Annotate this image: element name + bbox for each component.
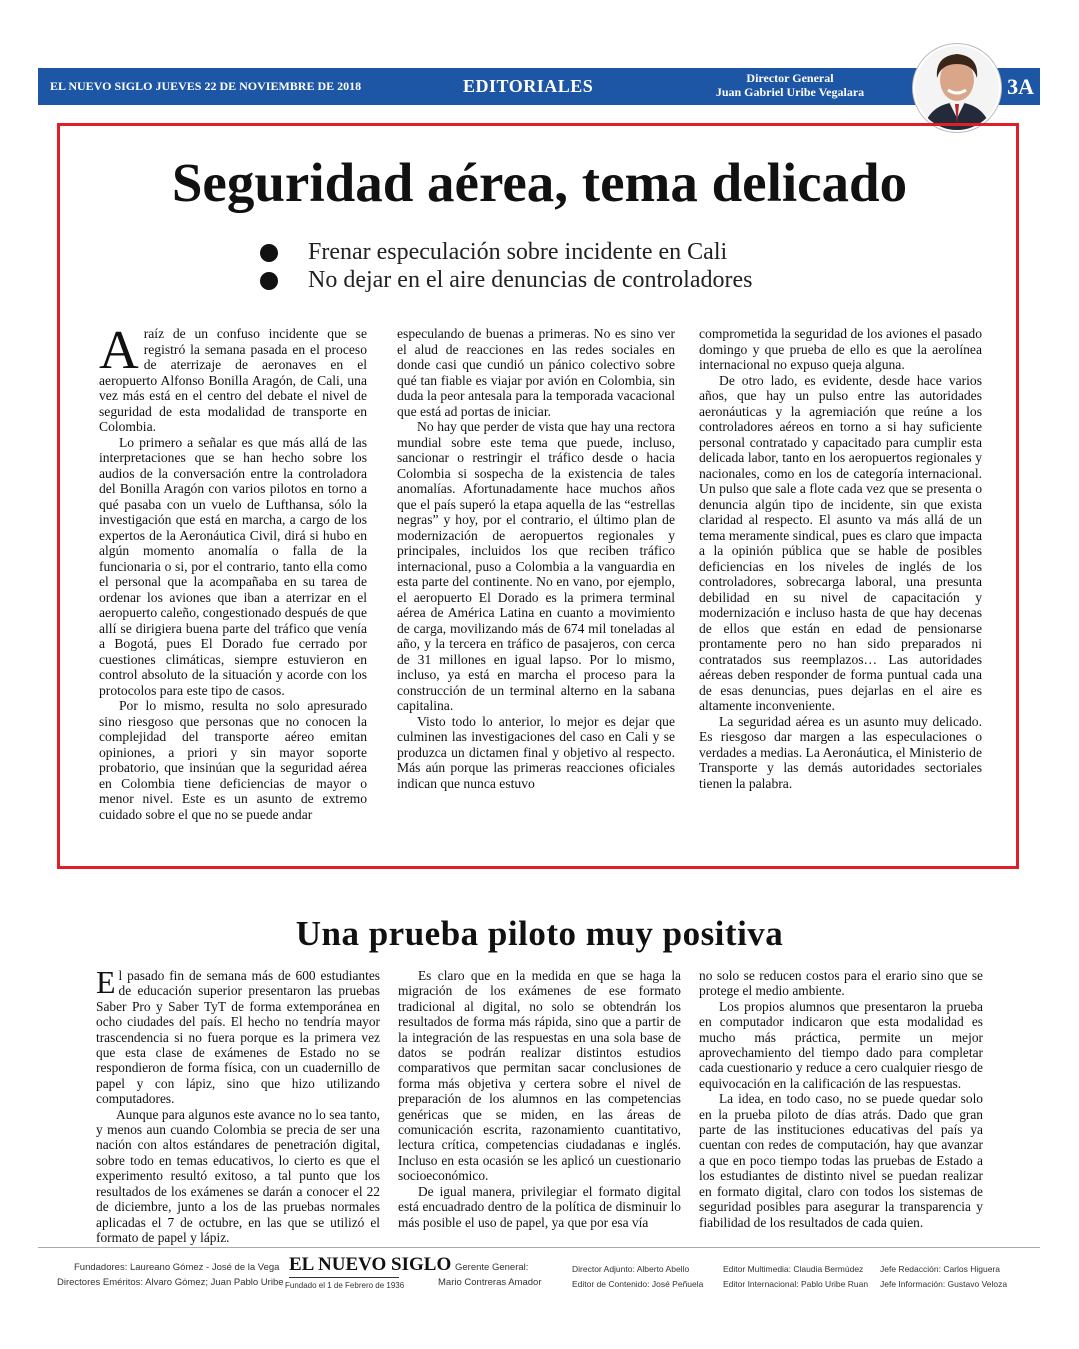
editorial-bullets <box>258 238 752 294</box>
manager-label: Gerente General: <box>455 1262 529 1273</box>
bullet-dot-icon <box>260 244 278 262</box>
editorial2-column-2 <box>398 968 681 1230</box>
paragraph: La seguridad aérea es un asunto muy delicado. Es riesgoso dar margen a las especulaciones o verdades a medias. La Aeronáutica, el Ministerio de Transporte y las demás autoridades sectoriales tienen la palabra. <box>699 713 982 791</box>
paragraph: especulando de buenas a primeras. No es sino ver el alud de reacciones en las redes sociales en donde casi que cundió un pánico colectivo sobre qué tan fiable es viajar por avión en Colombia, sin duda la peor antesala para la temporada vacacional que está ad portas de iniciar. <box>397 326 675 419</box>
paragraph: Por lo mismo, resulta no solo apresurado sino riesgoso que personas que no conocen la complejidad del transporte aéreo emitan opiniones, a priori y sin mayor soporte probatorio, que insinúan que la seguridad aérea en Colombia tiene deficiencias de mayor o menor nivel. Este es un asunto de extremo cuidado sobre el que no se puede andar <box>99 698 367 822</box>
paragraph: De igual manera, privilegiar el formato digital está encuadrado dentro de la política de disminuir lo más posible el uso de papel, ya que por esa vía <box>398 1183 681 1230</box>
bullet-item <box>258 266 752 294</box>
editorial-headline: Seguridad aérea, tema delicado <box>171 152 908 213</box>
page-number: 3A <box>1007 74 1034 99</box>
manager-name: Mario Contreras Amador <box>438 1277 542 1288</box>
editorial2-column-3 <box>699 968 983 1230</box>
paragraph: La idea, en todo caso, no se puede quedar solo en la prueba piloto de días atrás. Dado que gran parte de las instituciones educativas del país ya cuentan con redes de computación, hay que avanzar a que en poco tiempo todas las pruebas de Estado a los estudiantes de distinto nivel se puedan realizar en formato digital, claro con todos los sistemas de seguridad posibles para asegurar la transparencia y fiabilidad de los resultados de cada quien. <box>699 1091 983 1230</box>
paragraph: Visto todo lo anterior, lo mejor es dejar que culminen las investigaciones del caso en Cali y se produzca un dictamen final y objetivo al respecto. Más aún porque las primeras reacciones oficiales indican que nunca estuvo <box>397 713 675 791</box>
emeritus-credit: Directores Eméritos: Alvaro Gómez; Juan Pablo Uribe <box>57 1277 284 1288</box>
paragraph: No hay que perder de vista que hay una rectora mundial sobre este tema que puede, incluso, sancionar o restringir el tráfico desde o hacia Colombia si sospecha de la existencia de tales anomalías. Afortunadamente hace muchos años que el país superó la etapa aquella de las “estrellas negras” y hoy, por el contrario, el último plan de modernización de aeropuertos regionales y principales, incluidos los que reciben tráfico internacional, puso a Colombia a la vanguardia en esta parte del continente. No en vano, por ejemplo, el aeropuerto El Dorado es la primera terminal aérea de América Latina en cuanto a movimiento de carga, movilizando más de 674 mil toneladas al año, y la tercera en tráfico de pasajeros, con cerca de 31 millones en igual lapso. Por lo mismo, incluso, ya está en marcha el proceso para la construcción de un terminal alterno en la sabana capitalina. <box>397 419 675 713</box>
director-title: Director General <box>746 71 834 85</box>
bullet-dot-icon <box>260 272 278 290</box>
date-line: EL NUEVO SIGLO JUEVES 22 DE NOVIEMBRE DE 2018 <box>50 79 362 93</box>
editorial1-column-2 <box>397 326 675 791</box>
bullet-text: No dejar en el aire denuncias de controladores <box>308 267 753 293</box>
paragraph: De otro lado, es evidente, desde hace varios años, que hay un pulso entre las autoridades aeronáuticas y la agremiación que reúne a los controladores aéreos en torno a si hay suficiente personal contratado y capacitado para cumplir esta delicada labor, tanto en los aeropuertos regionales y nacionales, como en los de categoría internacional. Un pulso que sale a flote cada vez que se presenta o denuncia algún tipo de incidente, sin que exista claridad al respecto. El asunto va más allá de un tema meramente sindical, pues es claro que impacta a la opinión pública que se hable de posibles deficiencias en los niveles de inglés de los controladores, sobrecarga laboral, una presunta debilidad en su nivel de capacitación y modernización e incluso hasta de que hay decenas de ellos que están en edad de pensionarse prontamente pero no han sido preparados ni contratados sus reemplazos… Las autoridades aéreas deben responder de forma puntual cada una de esas denuncias, pues dejarlas en el aire es altamente inconveniente. <box>699 372 982 713</box>
paragraph: no solo se reducen costos para el erario sino que se protege el medio ambiente. <box>699 968 983 999</box>
director-name: Juan Gabriel Uribe Vegalara <box>715 85 865 99</box>
multimedia-editor: Editor Multimedia: Claudia Bermúdez <box>723 1264 864 1274</box>
bullet-item <box>258 238 752 266</box>
editorial1-column-1 <box>99 319 367 822</box>
paragraph: Los propios alumnos que presentaron la prueba en computador indicaron que esta modalidad es mucho más práctica, permite un mejor aprovechamiento del tiempo dado para completar cada cuestionario y reduce a cero cualquier riesgo de equivocación en la calificación de las respuestas. <box>699 998 983 1091</box>
paragraph: Es claro que en la medida en que se haga la migración de los exámenes de ese formato tradicional al digital, no solo se obtendrán los resultados de forma más rápida, sino que a partir de la integración de las respuestas en una sola base de datos se podrán realizar distintos estudios comparativos que permitan sacar conclusiones de forma más objetiva y certera sobre el nivel de preparación de los alumnos en las competencias genéricas que se miden, en las áreas de comunicación escrita, razonamiento cuantitativo, lectura crítica, competencias ciudadanas e inglés. Incluso en esta ocasión se les aplicó un cuestionario socioeconómico. <box>398 968 681 1184</box>
portrait-image <box>915 46 999 130</box>
paragraph: comprometida la seguridad de los aviones el pasado domingo y que prueba de ello es que la aerolínea internacional no expuso queja alguna. <box>699 326 982 372</box>
information-chief: Jefe Información: Gustavo Veloza <box>880 1279 1008 1289</box>
international-editor: Editor Internacional: Pablo Uribe Ruan <box>723 1279 869 1289</box>
paragraph: Lo primero a señalar es que más allá de las interpretaciones que se han hecho sobre los audios de la conversación entre la controladora del Bonilla Aragón con varios pilotos en torno a qué pasaba con un vuelo de Lufthansa, sólo la investigación que está en marcha, a cargo de los expertos de la Aeronáutica Civil, dirá si hubo en algún momento anomalía o falla de la funcionaria o si, por el contrario, tanto ella como el personal que la acompañaba en su tarea de ordenar los aviones que iban a aterrizar en el aeropuerto caleño, congestionado después de que allí se dirigiera buena parte del tráfico que venía a Bogotá, pues El Dorado fue cerrado por cuestiones climáticas, siempre estuvieron en control absoluto de la situación y acorde con los protocolos para este tipo de casos. <box>99 434 367 698</box>
founded-date: Fundado el 1 de Febrero de 1936 <box>285 1281 405 1290</box>
editorial2-column-1 <box>96 964 380 1245</box>
director-photo <box>913 44 1001 132</box>
bullet-text: Frenar especulación sobre incidente en Cali <box>308 239 728 265</box>
director-credit <box>690 71 890 99</box>
dropcap: E <box>96 964 116 1000</box>
founders-credit: Fundadores: Laureano Gómez - José de la Vega <box>74 1262 280 1273</box>
footer-divider <box>38 1247 1040 1248</box>
paragraph: Aunque para algunos este avance no lo sea tanto, y menos aun cuando Colombia se precia de ser una nación con altos estándares de penetración digital, sobre todo en temas educativos, lo cierto es que el experimento resultó exitoso, a tal punto que los resultados de los exámenes se darán a conocer el 22 de diciembre, junto a los de las pruebas normales aplicadas el 7 de octubre, en las que se utilizó el formato de papel y lápiz. <box>96 1106 380 1245</box>
masthead-bar <box>38 68 1040 105</box>
paragraph: Araíz de un confuso incidente que se registró la semana pasada en el proceso de aterrizaje de aeronaves en el aeropuerto Alfonso Bonilla Aragón, de Cali, una vez más está en el centro del debate el nivel de seguridad de esta modalidad de transporte en Colombia. <box>99 319 367 434</box>
editorial1-column-3 <box>699 326 982 791</box>
deputy-director: Director Adjunto: Alberto Abello <box>572 1264 690 1274</box>
content-editor: Editor de Contenido: José Peñuela <box>572 1279 704 1289</box>
logo-underline <box>289 1277 399 1278</box>
newspaper-logo: EL NUEVO SIGLO <box>289 1254 452 1275</box>
editorial2-headline: Una prueba piloto muy positiva <box>295 914 784 953</box>
section-title: EDITORIALES <box>463 76 594 96</box>
newsroom-chief: Jefe Redacción: Carlos Higuera <box>880 1264 1001 1274</box>
paragraph: El pasado fin de semana más de 600 estudiantes de educación superior presentaron las pruebas Saber Pro y Saber TyT de forma extemporánea en ocho ciudades del país. El hecho no tendría mayor trascendencia si no fuera porque es la primera vez que esta clase de exámenes de Estado no se respondieron de forma física, con un cuadernillo de papel y con lápiz, sino que hizo utilizando computadores. <box>96 964 380 1107</box>
dropcap: A <box>99 319 139 380</box>
